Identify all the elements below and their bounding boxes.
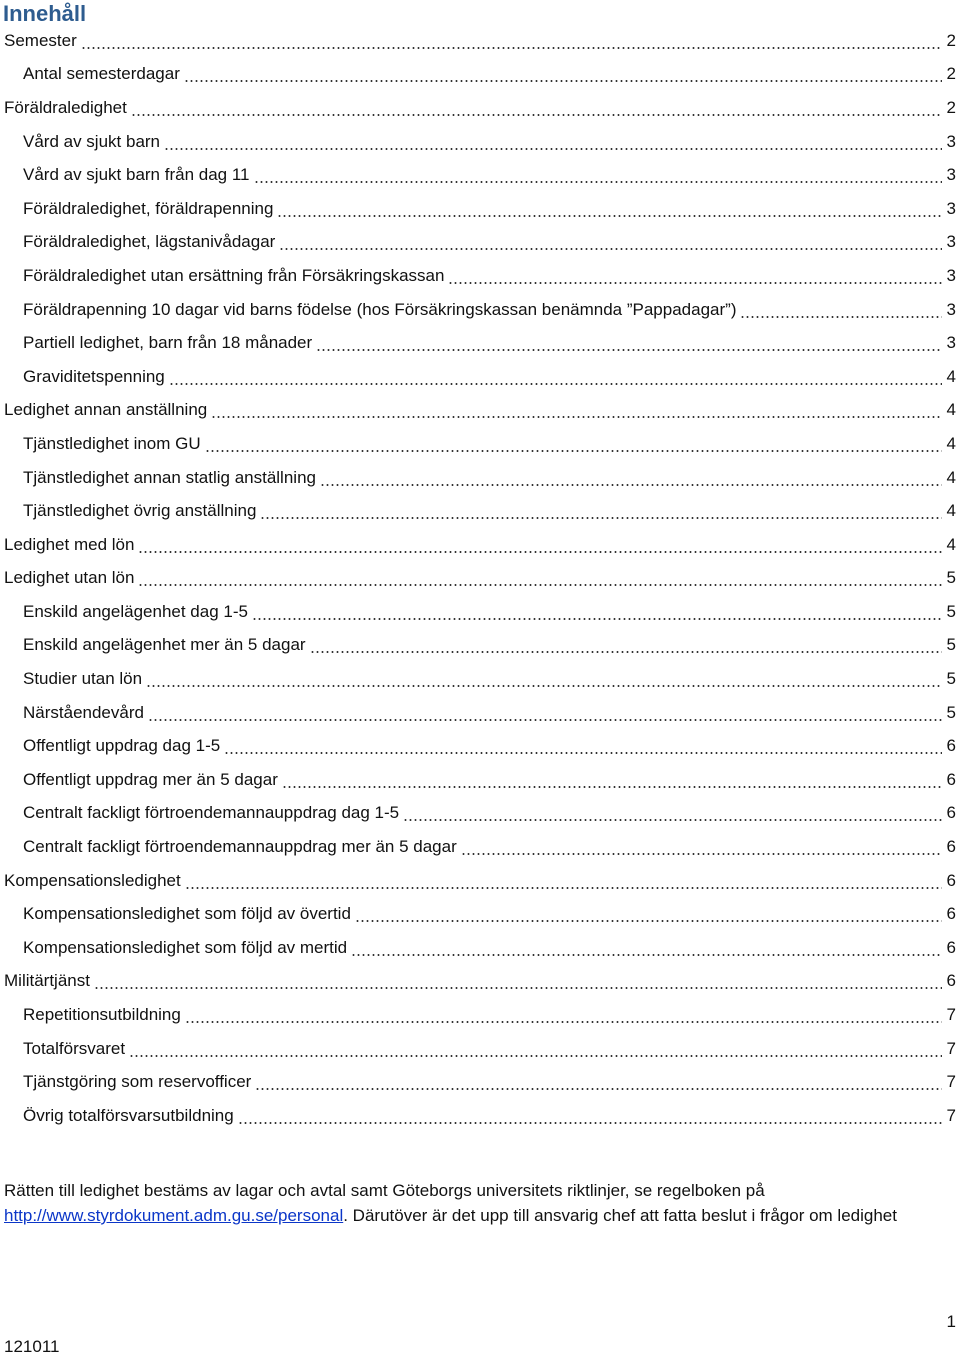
toc-dot-leader [320,469,942,489]
toc-entry[interactable] [0,763,960,797]
toc-entry-title: Ledighet med lön [4,534,135,554]
intro-paragraph [4,1178,954,1228]
toc-entry-page: 5 [946,568,956,588]
toc-entry-title: Kompensationsledighet som följd av mertid [23,937,348,957]
footer-page-number: 1 [946,1312,956,1331]
toc-entry-title: Tjänstledighet inom GU [23,433,201,453]
toc-entry[interactable] [0,394,960,428]
toc-dot-leader [255,1073,942,1093]
toc-entry[interactable] [0,1065,960,1099]
toc-entry-page: 6 [946,769,956,789]
toc-dot-leader [448,267,942,287]
toc-entry[interactable] [0,427,960,461]
toc-entry-page: 4 [946,433,956,453]
toc-dot-leader [351,939,942,959]
toc-dot-leader [277,200,942,220]
toc-dot-leader [461,838,942,858]
toc-dot-leader [211,401,942,421]
toc-entry-page: 6 [946,971,956,991]
toc-entry-title: Militärtjänst [4,971,90,991]
toc-entry-page: 3 [946,165,956,185]
toc-entry-page: 6 [946,937,956,957]
toc-entry[interactable] [0,528,960,562]
toc-dot-leader [94,972,942,992]
toc-entry[interactable] [0,24,960,58]
toc-entry-page: 4 [946,501,956,521]
toc-entry-page: 3 [946,333,956,353]
toc-entry[interactable] [0,293,960,327]
toc-entry-title: Offentligt uppdrag dag 1-5 [23,736,221,756]
toc-entry[interactable] [0,125,960,159]
toc-dot-leader [148,704,942,724]
toc-entry[interactable] [0,494,960,528]
toc-dot-leader [403,804,942,824]
toc-entry[interactable] [0,729,960,763]
footer-date-code: 121011 [4,1337,60,1356]
toc-entry-page: 3 [946,131,956,151]
toc-entry[interactable] [0,461,960,495]
toc-entry-title: Repetitionsutbildning [23,1005,181,1025]
toc-entry[interactable] [0,998,960,1032]
toc-dot-leader [129,1040,942,1060]
toc-entry[interactable] [0,696,960,730]
toc-entry-page: 7 [946,1072,956,1092]
toc-heading: Innehåll [3,1,87,26]
toc-dot-leader [131,99,942,119]
toc-entry-title: Tjänstledighet annan statlig anställning [23,467,316,487]
toc-entry-page: 6 [946,904,956,924]
toc-entry-page: 2 [946,30,956,50]
toc-dot-leader [169,368,942,388]
toc-dot-leader [138,536,942,556]
toc-entry-title: Kompensationsledighet som följd av övertid [23,904,351,924]
toc-entry-title: Enskild angelägenhet dag 1-5 [23,601,248,621]
intro-text-after-link: . Därutöver är det upp till ansvarig chef att fatta beslut i frågor om ledighet [343,1206,897,1225]
toc-entry-title: Totalförsvaret [23,1038,126,1058]
toc-entry-page: 5 [946,601,956,621]
toc-entry-title: Föräldraledighet, föräldrapenning [23,198,274,218]
toc-entry-title: Tjänstgöring som reservofficer [23,1072,252,1092]
toc-dot-leader [260,502,942,522]
toc-entry-page: 7 [946,1105,956,1125]
toc-entry-page: 5 [946,669,956,689]
toc-entry-title: Föräldraledighet [4,97,127,117]
toc-dot-leader [138,569,942,589]
toc-entry-title: Semester [4,30,77,50]
toc-entry[interactable] [0,58,960,92]
toc-entry-page: 4 [946,366,956,386]
toc-entry-title: Ledighet utan lön [4,568,135,588]
toc-entry[interactable] [0,226,960,260]
toc-entry[interactable] [0,931,960,965]
toc-entry[interactable] [0,965,960,999]
toc-entry[interactable] [0,897,960,931]
toc-entry-page: 6 [946,803,956,823]
toc-entry-page: 6 [946,736,956,756]
toc-entry[interactable] [0,797,960,831]
toc-entry[interactable] [0,562,960,596]
toc-entry[interactable] [0,830,960,864]
toc-dot-leader [81,32,942,52]
toc-entry-title: Närståendevård [23,702,144,722]
table-of-contents [0,24,960,1133]
toc-entry[interactable] [0,91,960,125]
intro-text-before-link: Rätten till ledighet bestäms av lagar och avtal samt Göteborgs universitets riktlinjer, se regelboken på [4,1181,765,1200]
toc-entry[interactable] [0,629,960,663]
toc-entry[interactable] [0,864,960,898]
toc-dot-leader [184,65,942,85]
toc-dot-leader [279,233,942,253]
toc-dot-leader [740,301,942,321]
toc-entry[interactable] [0,662,960,696]
toc-entry[interactable] [0,259,960,293]
toc-entry-title: Föräldraledighet utan ersättning från Försäkringskassan [23,265,445,285]
toc-entry-page: 4 [946,534,956,554]
toc-entry[interactable] [0,192,960,226]
toc-entry-title: Tjänstledighet övrig anställning [23,501,257,521]
toc-entry-title: Föräldrapenning 10 dagar vid barns födelse (hos Försäkringskassan benämnda ”Pappadagar”) [23,299,737,319]
toc-entry-page: 4 [946,467,956,487]
toc-dot-leader [205,435,942,455]
regelbok-link[interactable]: http://www.styrdokument.adm.gu.se/personal [4,1206,344,1225]
toc-entry[interactable] [0,158,960,192]
toc-entry-title: Vård av sjukt barn från dag 11 [23,165,250,185]
toc-entry-page: 2 [946,97,956,117]
toc-entry-title: Kompensationsledighet [4,870,181,890]
toc-entry[interactable] [0,1032,960,1066]
toc-entry-title: Föräldraledighet, lägstanivådagar [23,232,276,252]
toc-entry-title: Antal semesterdagar [23,64,180,84]
toc-dot-leader [252,603,942,623]
toc-entry-page: 4 [946,400,956,420]
toc-entry-page: 3 [946,198,956,218]
toc-dot-leader [146,670,942,690]
toc-dot-leader [254,166,943,186]
toc-entry[interactable] [0,595,960,629]
toc-entry[interactable] [0,326,960,360]
toc-entry-title: Graviditetspenning [23,366,165,386]
toc-entry-page: 5 [946,702,956,722]
toc-entry-title: Övrig totalförsvarsutbildning [23,1105,234,1125]
toc-entry-page: 7 [946,1038,956,1058]
toc-dot-leader [164,133,942,153]
toc-dot-leader [310,636,942,656]
toc-entry-title: Enskild angelägenhet mer än 5 dagar [23,635,306,655]
toc-entry-page: 3 [946,299,956,319]
toc-dot-leader [282,771,942,791]
toc-entry-page: 3 [946,265,956,285]
toc-entry-page: 6 [946,870,956,890]
toc-dot-leader [185,1006,942,1026]
toc-entry-page: 2 [946,64,956,84]
toc-entry-page: 3 [946,232,956,252]
toc-entry-title: Centralt fackligt förtroendemannauppdrag dag 1-5 [23,803,400,823]
toc-dot-leader [238,1107,942,1127]
toc-entry[interactable] [0,360,960,394]
toc-entry-title: Partiell ledighet, barn från 18 månader [23,333,313,353]
toc-entry-title: Offentligt uppdrag mer än 5 dagar [23,769,278,789]
toc-entry-page: 6 [946,837,956,857]
toc-entry-title: Centralt fackligt förtroendemannauppdrag mer än 5 dagar [23,837,457,857]
toc-entry[interactable] [0,1099,960,1133]
toc-entry-title: Ledighet annan anställning [4,400,208,420]
toc-entry-page: 7 [946,1005,956,1025]
toc-entry-title: Vård av sjukt barn [23,131,161,151]
toc-entry-page: 5 [946,635,956,655]
toc-dot-leader [355,905,942,925]
toc-dot-leader [316,334,942,354]
toc-entry-title: Studier utan lön [23,669,143,689]
toc-dot-leader [185,872,942,892]
toc-dot-leader [224,737,942,757]
